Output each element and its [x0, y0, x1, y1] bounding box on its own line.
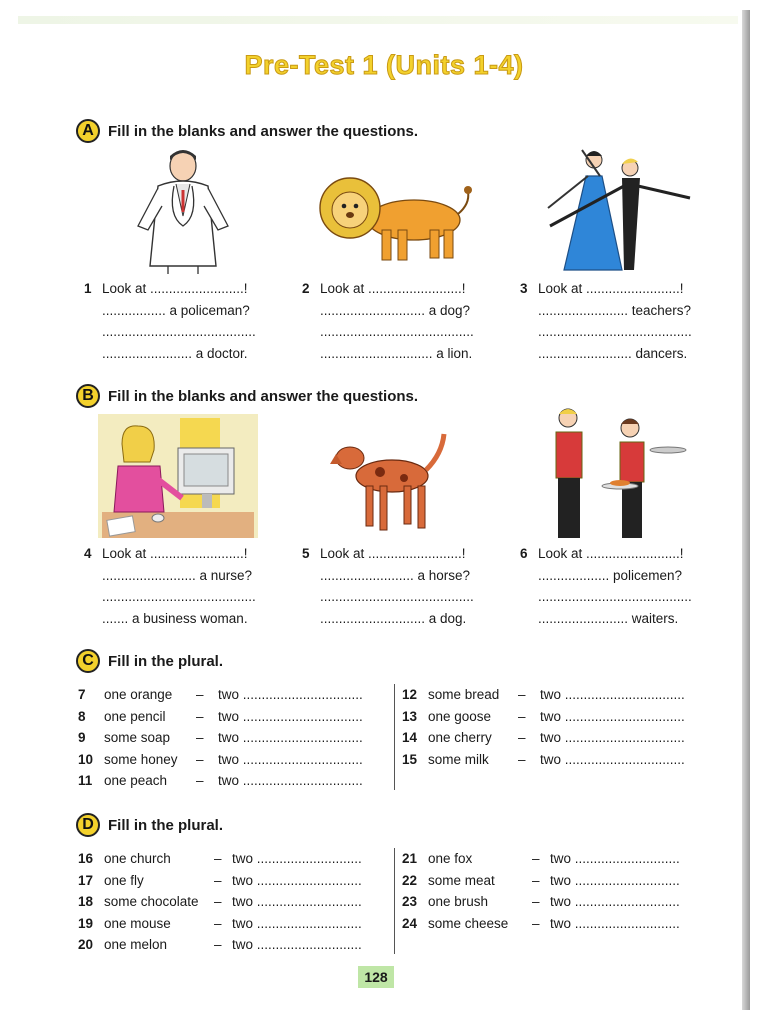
- plural-row: 9 some soap – two ................................: [78, 730, 363, 746]
- section-a-instruction: Fill in the blanks and answer the questions.: [108, 122, 419, 140]
- exercise-number: 3: [520, 281, 528, 296]
- doctor-illustration: [128, 146, 238, 274]
- plural-answer-blank[interactable]: two ............................: [232, 894, 362, 910]
- look-line[interactable]: Look at .........................!: [102, 281, 248, 296]
- plural-row: 8 one pencil – two ................................: [78, 708, 363, 724]
- blank-line[interactable]: .........................................: [102, 589, 256, 604]
- look-line[interactable]: Look at .........................!: [538, 281, 684, 296]
- plural-row: 17 one fly – two ............................: [78, 872, 362, 888]
- plural-answer-blank[interactable]: two ................................: [540, 751, 685, 767]
- plural-answer-blank[interactable]: two ................................: [540, 730, 685, 746]
- blank-line[interactable]: .........................................: [538, 589, 692, 604]
- plural-row: 13 one goose – two ................................: [402, 708, 685, 724]
- lion-illustration: [318, 174, 476, 264]
- plural-answer-blank[interactable]: two ............................: [550, 894, 680, 910]
- plural-answer-blank[interactable]: two ................................: [540, 687, 685, 703]
- look-line[interactable]: Look at .........................!: [538, 546, 684, 561]
- exercise-number: 4: [84, 546, 92, 561]
- plural-row: 7 one orange – two ................................: [78, 687, 363, 703]
- answer-line[interactable]: ............................ a dog.: [320, 610, 467, 626]
- waiters-illustration: [550, 406, 690, 540]
- page-edge-shadow: [742, 10, 750, 1010]
- look-line[interactable]: Look at .........................!: [320, 546, 466, 561]
- plural-row: 16 one church – two ............................: [78, 851, 362, 867]
- question-line[interactable]: ......................... a horse?: [320, 567, 471, 583]
- plural-row: 12 some bread – two ................................: [402, 687, 685, 703]
- plural-row: 19 one mouse – two ............................: [78, 915, 362, 931]
- section-d-instruction: Fill in the plural.: [108, 816, 224, 834]
- section-c-badge: C: [76, 649, 100, 673]
- exercise-6: [520, 543, 692, 629]
- plural-d-left-column: [78, 848, 388, 956]
- exercise-5: [302, 543, 474, 629]
- plural-answer-blank[interactable]: two ................................: [218, 730, 363, 746]
- exercise-4: [84, 543, 256, 629]
- dancers-illustration: [530, 146, 696, 272]
- exercise-number: 5: [302, 546, 310, 561]
- look-line[interactable]: Look at .........................!: [102, 546, 248, 561]
- plural-answer-blank[interactable]: two ................................: [218, 773, 363, 789]
- question-line[interactable]: ................... policemen?: [538, 567, 683, 583]
- plural-answer-blank[interactable]: two ................................: [218, 687, 363, 703]
- section-c-header: [76, 648, 223, 674]
- plural-row: 23 one brush – two ............................: [402, 894, 680, 910]
- plural-row: 11 one peach – two ................................: [78, 773, 363, 789]
- plural-row: 21 one fox – two ............................: [402, 851, 680, 867]
- question-line[interactable]: ......................... a nurse?: [102, 567, 253, 583]
- plural-answer-blank[interactable]: two ............................: [550, 915, 680, 931]
- section-a-header: [76, 118, 418, 144]
- answer-line[interactable]: ......................... dancers.: [538, 345, 688, 361]
- question-line[interactable]: ................. a policeman?: [102, 302, 250, 318]
- plural-answer-blank[interactable]: two ............................: [232, 937, 362, 953]
- plural-answer-blank[interactable]: two ............................: [232, 851, 362, 867]
- blank-line[interactable]: .........................................: [538, 324, 692, 339]
- business-woman-illustration: [98, 414, 258, 538]
- plural-answer-blank[interactable]: two ................................: [540, 708, 685, 724]
- answer-line[interactable]: ........................ waiters.: [538, 610, 679, 626]
- plural-row: 18 some chocolate – two ............................: [78, 894, 362, 910]
- plural-row: 24 some cheese – two ............................: [402, 915, 680, 931]
- exercise-1: [84, 278, 256, 364]
- plural-answer-blank[interactable]: two ............................: [550, 872, 680, 888]
- answer-line[interactable]: ........................ a doctor.: [102, 345, 248, 361]
- page-title: Pre-Test 1 (Units 1-4): [244, 50, 524, 80]
- section-d-header: [76, 812, 223, 838]
- section-a-badge: A: [76, 119, 100, 143]
- plural-answer-blank[interactable]: two ............................: [232, 915, 362, 931]
- exercise-number: 2: [302, 281, 310, 296]
- column-divider: [394, 684, 395, 790]
- plural-answer-blank[interactable]: two ............................: [550, 851, 680, 867]
- plural-answer-blank[interactable]: two ................................: [218, 751, 363, 767]
- section-b-badge: B: [76, 384, 100, 408]
- plural-row: 10 some honey – two ................................: [78, 751, 363, 767]
- blank-line[interactable]: .........................................: [320, 589, 474, 604]
- top-strip: [18, 16, 738, 24]
- blank-line[interactable]: .........................................: [320, 324, 474, 339]
- plural-c-right-column: [402, 684, 722, 770]
- section-b-header: [76, 383, 418, 409]
- page-number: 128: [358, 966, 394, 988]
- question-line[interactable]: ............................ a dog?: [320, 302, 471, 318]
- exercise-number: 6: [520, 546, 528, 561]
- exercise-number: 1: [84, 281, 92, 296]
- plural-row: 22 some meat – two ............................: [402, 872, 680, 888]
- answer-line[interactable]: ....... a business woman.: [102, 610, 248, 626]
- section-c-instruction: Fill in the plural.: [108, 652, 224, 670]
- plural-row: 15 some milk – two ................................: [402, 751, 685, 767]
- dog-illustration: [330, 428, 454, 534]
- plural-row: 14 one cherry – two ................................: [402, 730, 685, 746]
- exercise-2: [302, 278, 474, 364]
- answer-line[interactable]: .............................. a lion.: [320, 345, 473, 361]
- section-b-instruction: Fill in the blanks and answer the questions.: [108, 387, 419, 405]
- look-line[interactable]: Look at .........................!: [320, 281, 466, 296]
- plural-d-right-column: [402, 848, 722, 934]
- plural-row: 20 one melon – two ............................: [78, 937, 362, 953]
- section-d-badge: D: [76, 813, 100, 837]
- blank-line[interactable]: .........................................: [102, 324, 256, 339]
- question-line[interactable]: ........................ teachers?: [538, 302, 692, 318]
- plural-answer-blank[interactable]: two ................................: [218, 708, 363, 724]
- plural-answer-blank[interactable]: two ............................: [232, 872, 362, 888]
- exercise-3: [520, 278, 692, 364]
- plural-c-left-column: [78, 684, 388, 792]
- column-divider: [394, 848, 395, 954]
